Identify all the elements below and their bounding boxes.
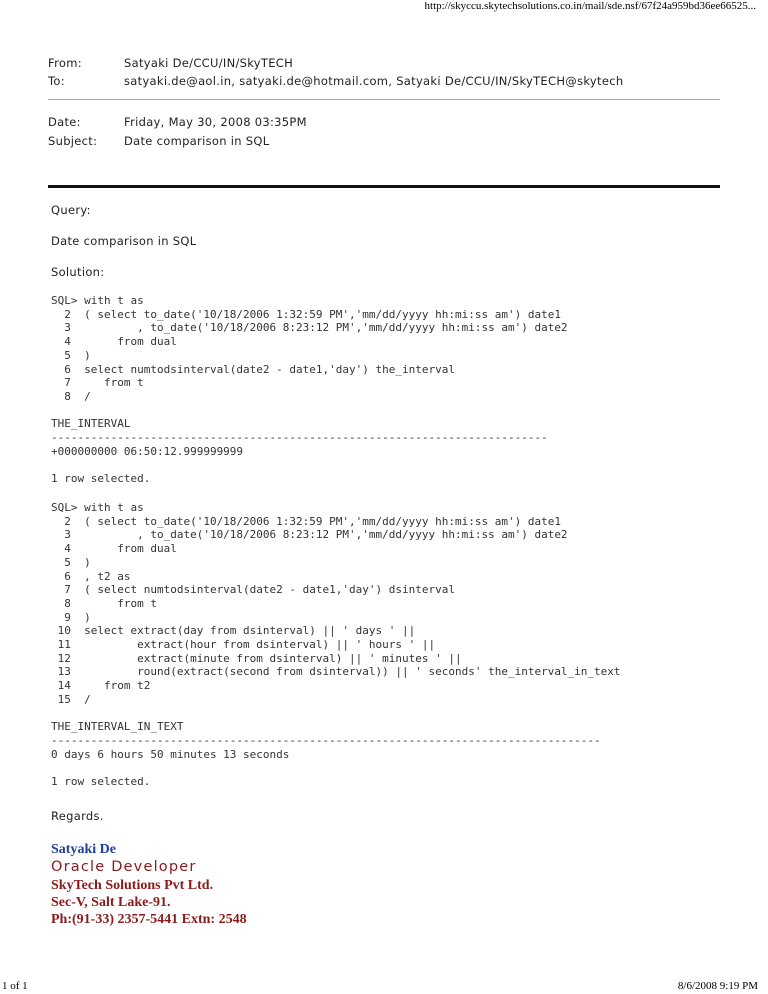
date-value: Friday, May 30, 2008 03:35PM	[124, 115, 307, 129]
signature-phone: Ph:(91-33) 2357-5441 Extn: 2548	[51, 912, 247, 927]
to-label: To:	[48, 74, 65, 88]
regards-text: Regards.	[51, 809, 104, 823]
solution-heading: Solution:	[51, 265, 105, 279]
date-row	[48, 115, 307, 129]
page-url: http://skyccu.skytechsolutions.co.in/mail/sde.nsf/67f24a959bd36ee66525...	[424, 0, 756, 12]
to-value: satyaki.de@aol.in, satyaki.de@hotmail.com, Satyaki De/CCU/IN/SkyTECH@skytech	[124, 74, 624, 88]
print-timestamp: 8/6/2008 9:19 PM	[677, 980, 758, 992]
date-label: Date:	[48, 115, 81, 129]
page-number: 1 of 1	[2, 980, 28, 992]
to-row	[48, 74, 623, 88]
signature-name: Satyaki De	[51, 842, 116, 857]
query-text: Date comparison in SQL	[51, 234, 197, 248]
signature-address: Sec-V, Salt Lake-91.	[51, 895, 171, 910]
subject-row	[48, 134, 269, 148]
signature-company: SkyTech Solutions Pvt Ltd.	[51, 878, 214, 893]
from-row	[48, 56, 293, 70]
from-label: From:	[48, 56, 82, 70]
query-heading: Query:	[51, 203, 91, 217]
from-value: Satyaki De/CCU/IN/SkyTECH	[124, 56, 294, 70]
sql-code-block-1: SQL> with t as 2 ( select to_date('10/18/2006 1:32:59 PM','mm/dd/yyyy hh:mi:ss am') date1 3 , to_date('10/18/2006 8:23:12 PM','mm/dd/yyyy hh:mi:ss am') date2 4 from dual 5 ) 6 select numtodsinterval(date2 - date1,'day') the_interval 7 from t 8 / THE_INTERVAL --------------------------------------------------------------------------- +000000000 06:50:12.999999999 1 row selected.	[51, 294, 568, 486]
header-divider	[48, 99, 720, 100]
sql-code-block-2: SQL> with t as 2 ( select to_date('10/18/2006 1:32:59 PM','mm/dd/yyyy hh:mi:ss am') date1 3 , to_date('10/18/2006 8:23:12 PM','mm/dd/yyyy hh:mi:ss am') date2 4 from dual 5 ) 6 , t2 as 7 ( select numtodsinterval(date2 - date1,'day') dsinterval 8 from t 9 ) 10 select extract(day from dsinterval) || ' days ' || 11 extract(hour from dsinterval) || ' hours ' || 12 extract(minute from dsinterval) || ' minutes ' || 13 round(extract(second from dsinterval)) || ' seconds' the_interval_in_text 14 from t2 15 / THE_INTERVAL_IN_TEXT ----------------------------------------------------------------------------------- 0 days 6 hours 50 minutes 13 seconds 1 row selected.	[51, 501, 621, 789]
subject-label: Subject:	[48, 134, 98, 148]
body-divider	[48, 185, 720, 188]
signature-role: Oracle Developer	[51, 859, 197, 875]
subject-value: Date comparison in SQL	[124, 134, 270, 148]
